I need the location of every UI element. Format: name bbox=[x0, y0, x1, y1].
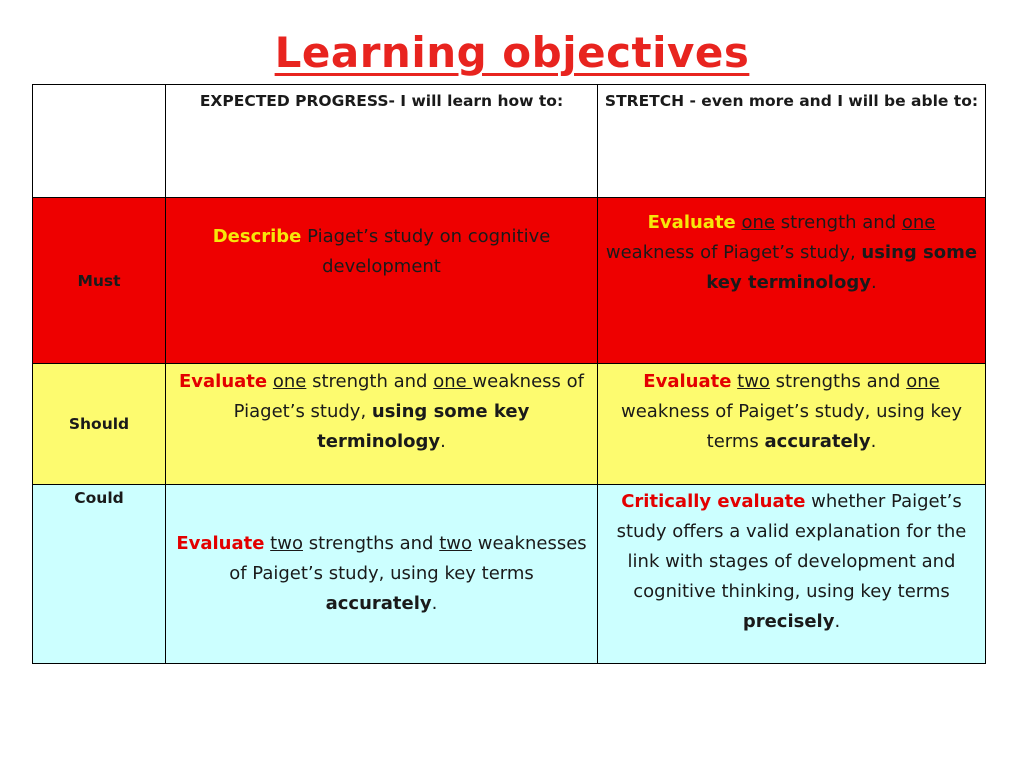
objective-text: weaknesses of Paiget’s study, using key terms bbox=[229, 533, 587, 584]
page-title: Learning objectives bbox=[274, 28, 750, 77]
keyword-evaluate: Evaluate bbox=[179, 371, 268, 392]
objective-text: whether Paiget’s study offers a valid explanation for the link with stages of development and cognitive thinking, using key terms bbox=[616, 491, 967, 602]
should-row bbox=[33, 364, 986, 485]
keyword-describe: Describe bbox=[212, 226, 302, 247]
could-stretch-cell bbox=[598, 485, 986, 664]
must-row bbox=[33, 198, 986, 364]
emphasis-one: one bbox=[433, 371, 473, 392]
keyword-evaluate: Evaluate bbox=[643, 371, 732, 392]
keyword-evaluate: Evaluate bbox=[647, 212, 736, 233]
should-stretch-cell bbox=[598, 364, 986, 485]
header-expected-progress: EXPECTED PROGRESS- I will learn how to: bbox=[166, 85, 598, 198]
objective-text: strength and bbox=[306, 371, 434, 392]
level-label-should: Should bbox=[33, 364, 166, 485]
must-stretch-cell bbox=[598, 198, 986, 364]
objective-text: weakness of Piaget’s study, bbox=[605, 242, 862, 263]
objective-text: strengths and bbox=[302, 533, 440, 554]
objective-text: . bbox=[440, 431, 446, 452]
objective-text: Piaget’s study on cognitive development bbox=[301, 226, 551, 277]
emphasis-two: two bbox=[737, 371, 770, 392]
emphasis-precisely: precisely bbox=[742, 611, 835, 632]
must-expected-cell bbox=[166, 198, 598, 364]
objective-text: weakness of Piaget’s study, bbox=[233, 371, 584, 422]
emphasis-one: one bbox=[272, 371, 307, 392]
emphasis-terminology: using some key terminology bbox=[706, 242, 978, 293]
objective-text: . bbox=[834, 611, 841, 632]
objectives-table bbox=[32, 84, 986, 664]
objective-text: . bbox=[870, 272, 877, 293]
emphasis-accurately: accurately bbox=[764, 431, 871, 452]
objective-text: . bbox=[431, 593, 438, 614]
emphasis-two: two bbox=[439, 533, 472, 554]
emphasis-terminology: using some key terminology bbox=[317, 401, 530, 452]
objective-text: . bbox=[870, 431, 877, 452]
could-row bbox=[33, 485, 986, 664]
keyword-evaluate: Evaluate bbox=[176, 533, 265, 554]
emphasis-two: two bbox=[270, 533, 303, 554]
level-label-must: Must bbox=[33, 198, 166, 364]
emphasis-accurately: accurately bbox=[325, 593, 432, 614]
header-row bbox=[33, 85, 986, 198]
objective-text: weakness of Paiget’s study, using key terms bbox=[621, 401, 962, 452]
level-label-could: Could bbox=[33, 485, 166, 664]
objective-text: strength and bbox=[775, 212, 902, 233]
header-stretch: STRETCH - even more and I will be able to: bbox=[598, 85, 986, 198]
emphasis-one: one bbox=[906, 371, 940, 392]
emphasis-one: one bbox=[741, 212, 775, 233]
emphasis-one: one bbox=[901, 212, 936, 233]
header-empty-cell bbox=[33, 85, 166, 198]
keyword-critically-evaluate: Critically evaluate bbox=[621, 491, 806, 512]
should-expected-cell bbox=[166, 364, 598, 485]
objective-text: strengths and bbox=[769, 371, 907, 392]
could-expected-cell bbox=[166, 485, 598, 664]
